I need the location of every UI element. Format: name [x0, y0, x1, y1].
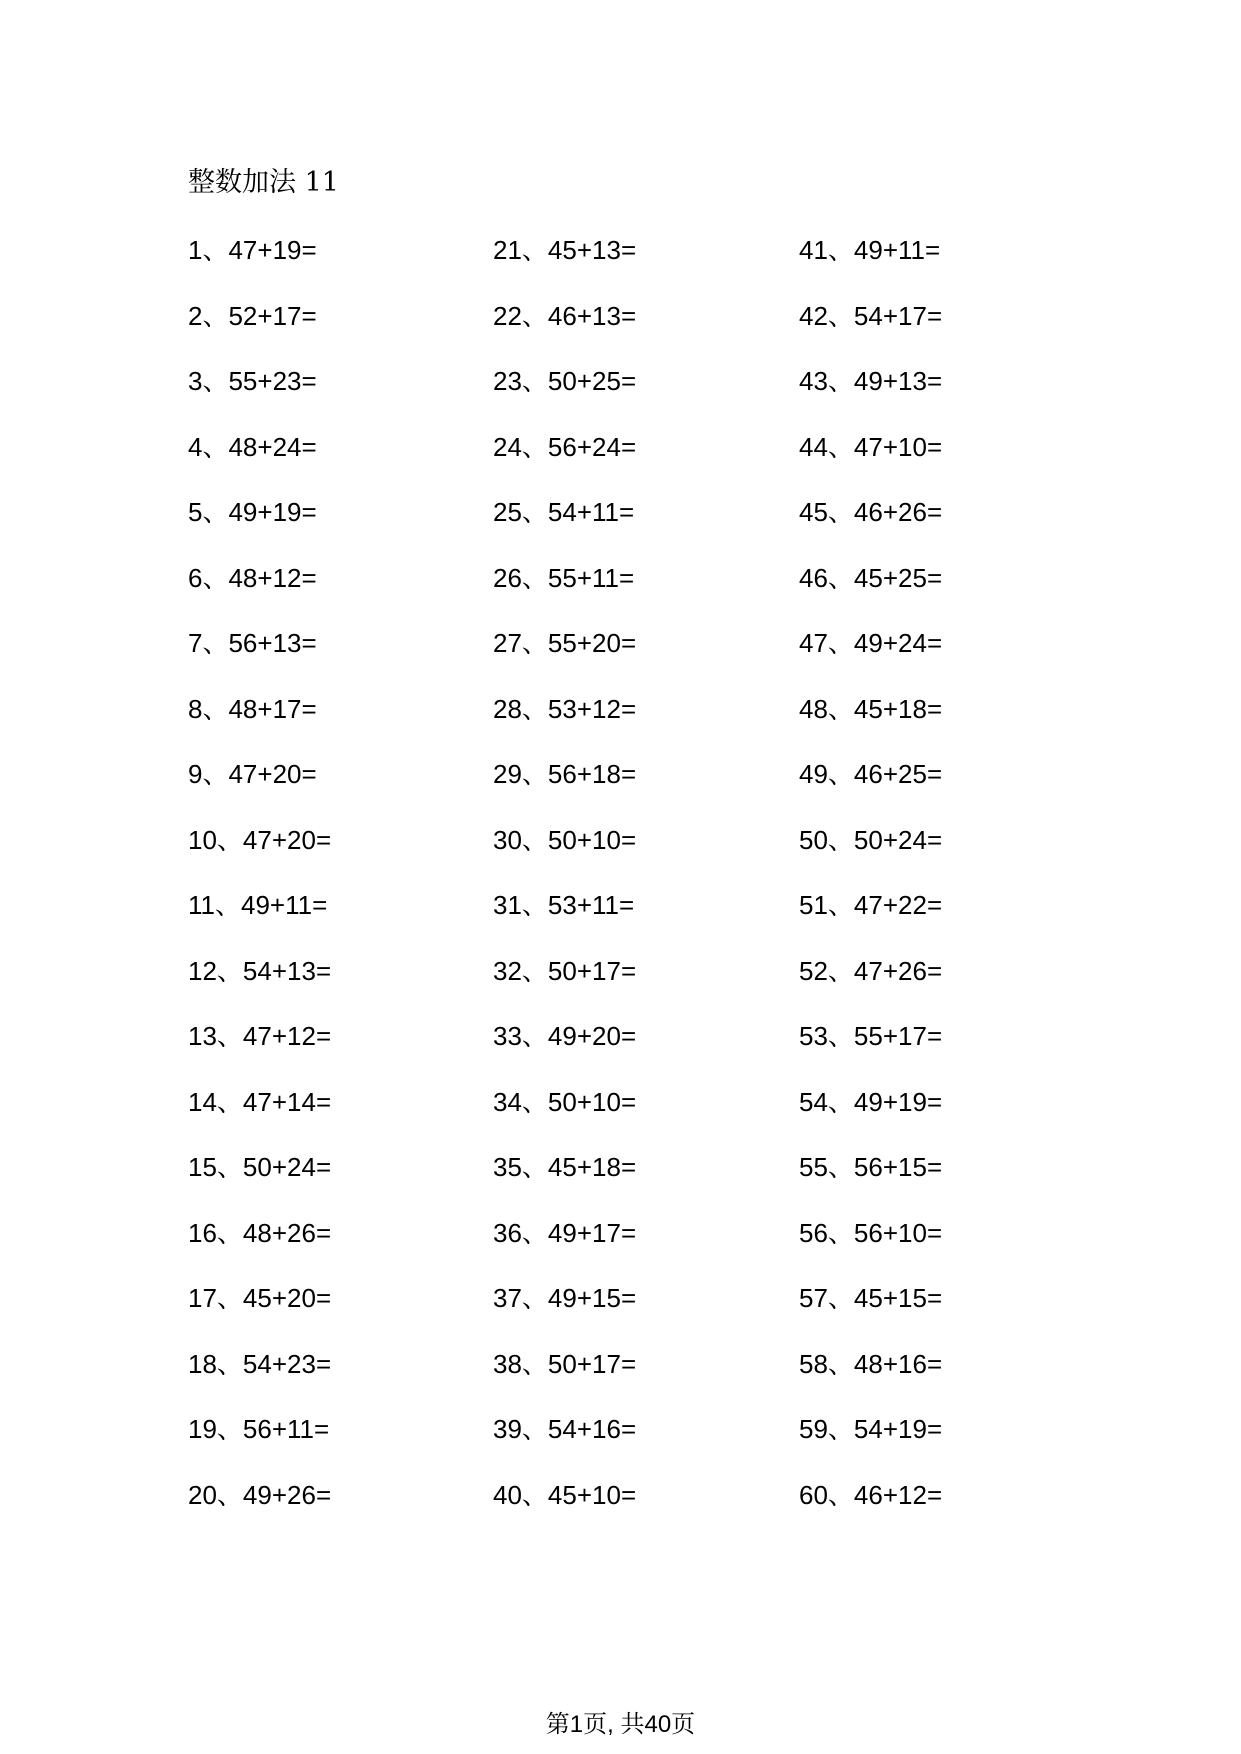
problem-item: 35、45+18=	[493, 1152, 637, 1182]
problem-item: 10、47+20=	[188, 824, 332, 855]
problem-item: 2、52+17=	[188, 300, 317, 331]
worksheet-title: 整数加法 11	[188, 167, 339, 198]
problem-item: 52、47+26=	[799, 955, 943, 986]
problem-item: 1、47+19=	[188, 235, 317, 265]
problem-item: 26、55+11=	[493, 562, 635, 593]
problem-item: 47、49+24=	[799, 628, 943, 658]
problem-item: 48、45+18=	[799, 693, 943, 724]
page-footer: 第1页, 共40页	[545, 1711, 696, 1738]
problem-item: 22、46+13=	[493, 300, 637, 331]
problem-item: 24、56+24=	[493, 431, 637, 462]
problem-item: 41、49+11=	[799, 235, 941, 265]
problem-item: 53、55+17=	[799, 1021, 943, 1051]
problem-item: 29、56+18=	[493, 759, 637, 789]
problem-item: 59、54+19=	[799, 1414, 943, 1444]
problem-item: 34、50+10=	[493, 1086, 637, 1117]
problem-item: 4、48+24=	[188, 431, 317, 462]
problem-item: 32、50+17=	[493, 955, 637, 986]
problem-item: 50、50+24=	[799, 824, 943, 855]
problem-item: 33、49+20=	[493, 1021, 637, 1051]
problem-item: 49、46+25=	[799, 759, 943, 789]
problem-item: 44、47+10=	[799, 431, 943, 462]
problem-item: 9、47+20=	[188, 759, 317, 789]
problem-column-2	[493, 232, 753, 1542]
problem-item: 27、55+20=	[493, 628, 637, 658]
problem-item: 58、48+16=	[799, 1348, 943, 1379]
problem-item: 28、53+12=	[493, 693, 637, 724]
problem-item: 16、48+26=	[188, 1217, 332, 1248]
problem-item: 23、50+25=	[493, 366, 637, 396]
problem-item: 55、56+15=	[799, 1152, 943, 1182]
problem-item: 25、54+11=	[493, 497, 635, 527]
problem-item: 3、55+23=	[188, 366, 317, 396]
problem-item: 42、54+17=	[799, 300, 943, 331]
problem-item: 60、46+12=	[799, 1479, 943, 1510]
problem-item: 37、49+15=	[493, 1283, 637, 1313]
problem-item: 19、56+11=	[188, 1414, 330, 1444]
problem-item: 18、54+23=	[188, 1348, 332, 1379]
problem-item: 13、47+12=	[188, 1021, 332, 1051]
problem-item: 20、49+26=	[188, 1479, 332, 1510]
problem-item: 46、45+25=	[799, 562, 943, 593]
problem-item: 7、56+13=	[188, 628, 317, 658]
problem-item: 30、50+10=	[493, 824, 637, 855]
problem-item: 51、47+22=	[799, 890, 943, 920]
problem-item: 43、49+13=	[799, 366, 943, 396]
problem-item: 39、54+16=	[493, 1414, 637, 1444]
problem-item: 45、46+26=	[799, 497, 943, 527]
problem-item: 31、53+11=	[493, 890, 635, 920]
problem-item: 21、45+13=	[493, 235, 637, 265]
problem-item: 12、54+13=	[188, 955, 332, 986]
problem-item: 17、45+20=	[188, 1283, 332, 1313]
problem-item: 56、56+10=	[799, 1217, 943, 1248]
problem-item: 57、45+15=	[799, 1283, 943, 1313]
problem-item: 11、49+11=	[188, 890, 328, 920]
problem-item: 36、49+17=	[493, 1217, 637, 1248]
problem-item: 5、49+19=	[188, 497, 317, 527]
problem-column-3	[799, 232, 1059, 1542]
problem-item: 14、47+14=	[188, 1086, 332, 1117]
problem-item: 6、48+12=	[188, 562, 317, 593]
problem-item: 54、49+19=	[799, 1086, 943, 1117]
problem-item: 15、50+24=	[188, 1152, 332, 1182]
problem-item: 8、48+17=	[188, 693, 317, 724]
problem-column-1	[188, 232, 448, 1542]
problem-item: 40、45+10=	[493, 1479, 637, 1510]
problem-item: 38、50+17=	[493, 1348, 637, 1379]
